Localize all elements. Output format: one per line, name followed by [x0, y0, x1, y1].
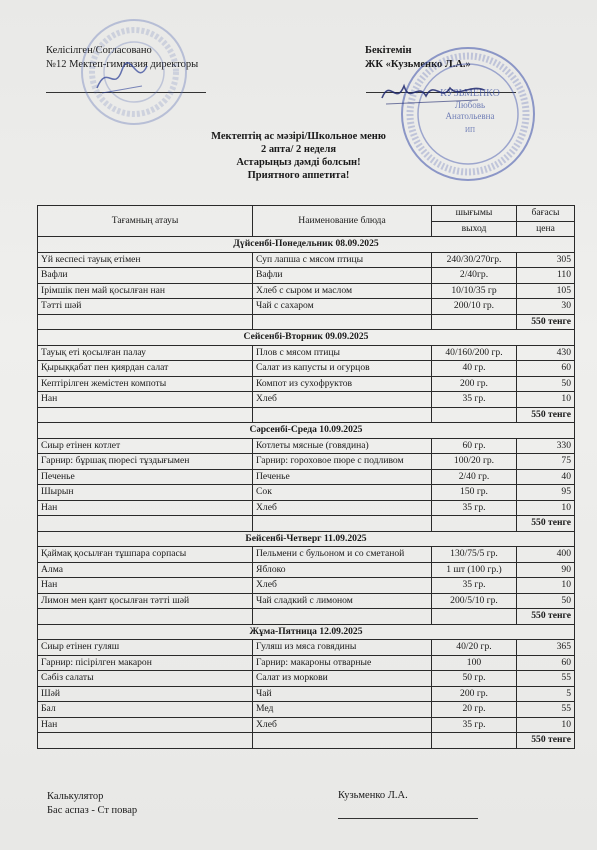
dish-ru: Гуляш из мяса говядины [253, 640, 432, 656]
table-row [38, 299, 575, 315]
dish-price: 55 [517, 702, 575, 718]
day-title: Сәрсенбі-Среда 10.09.2025 [38, 423, 575, 439]
empty-cell [253, 733, 432, 749]
stamp-ip: ИП [464, 126, 476, 134]
dish-price: 5 [517, 686, 575, 702]
dish-kz: Үй кеспесі тауық етімен [38, 252, 253, 268]
dish-output: 200 гр. [432, 686, 517, 702]
approval-director: №12 Мектеп-гимназия директоры [46, 59, 199, 70]
dish-output: 50 гр. [432, 671, 517, 687]
day-header-row [38, 330, 575, 346]
dish-price: 430 [517, 345, 575, 361]
table-row [38, 702, 575, 718]
dish-ru: Компот из сухофруктов [253, 376, 432, 392]
dish-price: 40 [517, 469, 575, 485]
dish-ru: Сок [253, 485, 432, 501]
dish-output: 40/20 гр. [432, 640, 517, 656]
empty-cell [253, 609, 432, 625]
dish-kz: Нан [38, 717, 253, 733]
dish-ru: Чай [253, 686, 432, 702]
day-total: 550 тенге [517, 516, 575, 532]
approved-label: Бекітемін [365, 45, 412, 56]
table-row [38, 500, 575, 516]
dish-kz: Лимон мен қант қосылған тәтті шәй [38, 593, 253, 609]
stamp-name-3: Анатольевна [445, 111, 495, 121]
footer-signature-line [338, 818, 478, 819]
dish-price: 10 [517, 500, 575, 516]
footer-name: Кузьменко Л.А. [338, 790, 408, 801]
dish-price: 10 [517, 392, 575, 408]
dish-kz: Нан [38, 500, 253, 516]
table-header-row [38, 206, 575, 222]
table-row [38, 345, 575, 361]
dish-output: 35 гр. [432, 392, 517, 408]
dish-ru: Хлеб [253, 500, 432, 516]
dish-kz: Вафли [38, 268, 253, 284]
day-total: 550 тенге [517, 314, 575, 330]
table-row [38, 655, 575, 671]
dish-ru: Хлеб с сыром и маслом [253, 283, 432, 299]
dish-ru: Чай с сахаром [253, 299, 432, 315]
day-header-row [38, 531, 575, 547]
title-line-2: 2 апта/ 2 неделя [260, 144, 337, 155]
table-row [38, 268, 575, 284]
day-total: 550 тенге [517, 733, 575, 749]
table-row [38, 283, 575, 299]
dish-kz: Печенье [38, 469, 253, 485]
footer-calculator: Калькулятор [47, 791, 104, 802]
dish-kz: Сиыр етінен котлет [38, 438, 253, 454]
empty-cell [38, 407, 253, 423]
dish-ru: Вафли [253, 268, 432, 284]
dish-price: 110 [517, 268, 575, 284]
dish-ru: Пельмени с бульоном и со сметаной [253, 547, 432, 563]
dish-price: 330 [517, 438, 575, 454]
empty-cell [38, 609, 253, 625]
dish-ru: Котлеты мясные (говядина) [253, 438, 432, 454]
empty-cell [432, 733, 517, 749]
empty-cell [253, 407, 432, 423]
empty-cell [432, 609, 517, 625]
day-header-row [38, 624, 575, 640]
empty-cell [432, 516, 517, 532]
dish-output: 150 гр. [432, 485, 517, 501]
table-row [38, 578, 575, 594]
table-row [38, 562, 575, 578]
dish-ru: Суп лапша с мясом птицы [253, 252, 432, 268]
dish-kz: Сәбіз салаты [38, 671, 253, 687]
dish-ru: Плов с мясом птицы [253, 345, 432, 361]
table-row [38, 361, 575, 377]
dish-kz: Кептірілген жемістен компоты [38, 376, 253, 392]
table-row [38, 640, 575, 656]
dish-output: 10/10/35 гр [432, 283, 517, 299]
approved-entrepreneur: ЖК «Кузьменко Л.А.» [365, 59, 471, 70]
dish-output: 35 гр. [432, 500, 517, 516]
dish-kz: Бал [38, 702, 253, 718]
dish-output: 35 гр. [432, 717, 517, 733]
day-total: 550 тенге [517, 407, 575, 423]
day-title: Бейсенбі-Четверг 11.09.2025 [38, 531, 575, 547]
dish-price: 75 [517, 454, 575, 470]
menu-title [0, 130, 597, 182]
header-output-ru: выход [432, 221, 517, 237]
table-row [38, 252, 575, 268]
dish-output: 1 шт (100 гр.) [432, 562, 517, 578]
dish-output: 35 гр. [432, 578, 517, 594]
entrepreneur-signature [378, 76, 488, 110]
dish-price: 305 [517, 252, 575, 268]
empty-cell [432, 314, 517, 330]
footer-signatories [47, 790, 137, 818]
dish-kz: Тауық еті қосылған палау [38, 345, 253, 361]
table-row [38, 671, 575, 687]
day-title: Дүйсенбі-Понедельник 08.09.2025 [38, 237, 575, 253]
empty-cell [38, 733, 253, 749]
dish-output: 200 гр. [432, 376, 517, 392]
dish-kz: Қаймақ қосылған тұшпара сорпасы [38, 547, 253, 563]
table-row [38, 438, 575, 454]
day-header-row [38, 423, 575, 439]
day-title: Жұма-Пятница 12.09.2025 [38, 624, 575, 640]
title-line-3: Астарыңыз дәмді болсын! [236, 157, 361, 168]
dish-kz: Ірімшік пен май қосылған нан [38, 283, 253, 299]
empty-cell [38, 516, 253, 532]
dish-ru: Чай сладкий с лимоном [253, 593, 432, 609]
dish-price: 10 [517, 717, 575, 733]
dish-price: 50 [517, 376, 575, 392]
dish-output: 200/10 гр. [432, 299, 517, 315]
day-total: 550 тенге [517, 609, 575, 625]
header-output-kz: шығымы [432, 206, 517, 222]
dish-output: 130/75/5 гр. [432, 547, 517, 563]
dish-ru: Хлеб [253, 717, 432, 733]
day-total-row [38, 314, 575, 330]
dish-price: 60 [517, 655, 575, 671]
day-total-row [38, 609, 575, 625]
dish-output: 20 гр. [432, 702, 517, 718]
dish-ru: Яблоко [253, 562, 432, 578]
dish-ru: Гарнир: гороховое пюре с подливом [253, 454, 432, 470]
dish-price: 55 [517, 671, 575, 687]
dish-ru: Салат из капусты и огурцов [253, 361, 432, 377]
dish-ru: Мед [253, 702, 432, 718]
dish-ru: Печенье [253, 469, 432, 485]
stamp-name-1: КУЗЬМЕНКО [440, 88, 500, 99]
header-ru-name: Наименование блюда [253, 206, 432, 237]
table-row [38, 469, 575, 485]
stamp-name-2: Любовь [454, 100, 486, 110]
director-signature [92, 58, 152, 98]
table-row [38, 593, 575, 609]
dish-ru: Гарнир: макароны отварные [253, 655, 432, 671]
dish-output: 40/160/200 гр. [432, 345, 517, 361]
title-line-1: Мектептің ас мәзірі/Школьное меню [211, 131, 386, 142]
table-row [38, 376, 575, 392]
day-total-row [38, 516, 575, 532]
dish-kz: Нан [38, 392, 253, 408]
dish-kz: Шәй [38, 686, 253, 702]
approval-label: Келісілген/Согласовано [46, 45, 152, 56]
day-title: Сейсенбі-Вторник 09.09.2025 [38, 330, 575, 346]
dish-kz: Нан [38, 578, 253, 594]
table-row [38, 392, 575, 408]
dish-kz: Тәтті шәй [38, 299, 253, 315]
dish-kz: Қырыққабат пен қиярдан салат [38, 361, 253, 377]
header-kz-name: Тағамның атауы [38, 206, 253, 237]
header-price-ru: цена [517, 221, 575, 237]
dish-price: 10 [517, 578, 575, 594]
dish-price: 90 [517, 562, 575, 578]
dish-price: 105 [517, 283, 575, 299]
dish-price: 30 [517, 299, 575, 315]
dish-kz: Алма [38, 562, 253, 578]
dish-ru: Хлеб [253, 392, 432, 408]
table-row [38, 547, 575, 563]
dish-price: 365 [517, 640, 575, 656]
dish-kz: Шырын [38, 485, 253, 501]
footer-chef: Бас аспаз - Ст повар [47, 805, 138, 816]
dish-price: 60 [517, 361, 575, 377]
menu-table [37, 205, 575, 749]
table-row [38, 686, 575, 702]
dish-price: 50 [517, 593, 575, 609]
dish-ru: Хлеб [253, 578, 432, 594]
dish-output: 100/20 гр. [432, 454, 517, 470]
day-header-row [38, 237, 575, 253]
dish-output: 2/40 гр. [432, 469, 517, 485]
dish-output: 200/5/10 гр. [432, 593, 517, 609]
table-row [38, 717, 575, 733]
empty-cell [253, 516, 432, 532]
dish-output: 240/30/270гр. [432, 252, 517, 268]
title-line-4: Приятного аппетита! [247, 170, 350, 181]
empty-cell [432, 407, 517, 423]
header-price-kz: бағасы [517, 206, 575, 222]
dish-price: 400 [517, 547, 575, 563]
dish-price: 95 [517, 485, 575, 501]
dish-kz: Гарнир: пісірілген макарон [38, 655, 253, 671]
dish-output: 100 [432, 655, 517, 671]
empty-cell [253, 314, 432, 330]
dish-output: 2/40гр. [432, 268, 517, 284]
dish-ru: Салат из моркови [253, 671, 432, 687]
table-row [38, 454, 575, 470]
empty-cell [38, 314, 253, 330]
table-row [38, 485, 575, 501]
dish-output: 40 гр. [432, 361, 517, 377]
dish-kz: Гарнир: бұршақ пюресі тұздығымен [38, 454, 253, 470]
day-total-row [38, 733, 575, 749]
day-total-row [38, 407, 575, 423]
dish-output: 60 гр. [432, 438, 517, 454]
dish-kz: Сиыр етінен гуляш [38, 640, 253, 656]
